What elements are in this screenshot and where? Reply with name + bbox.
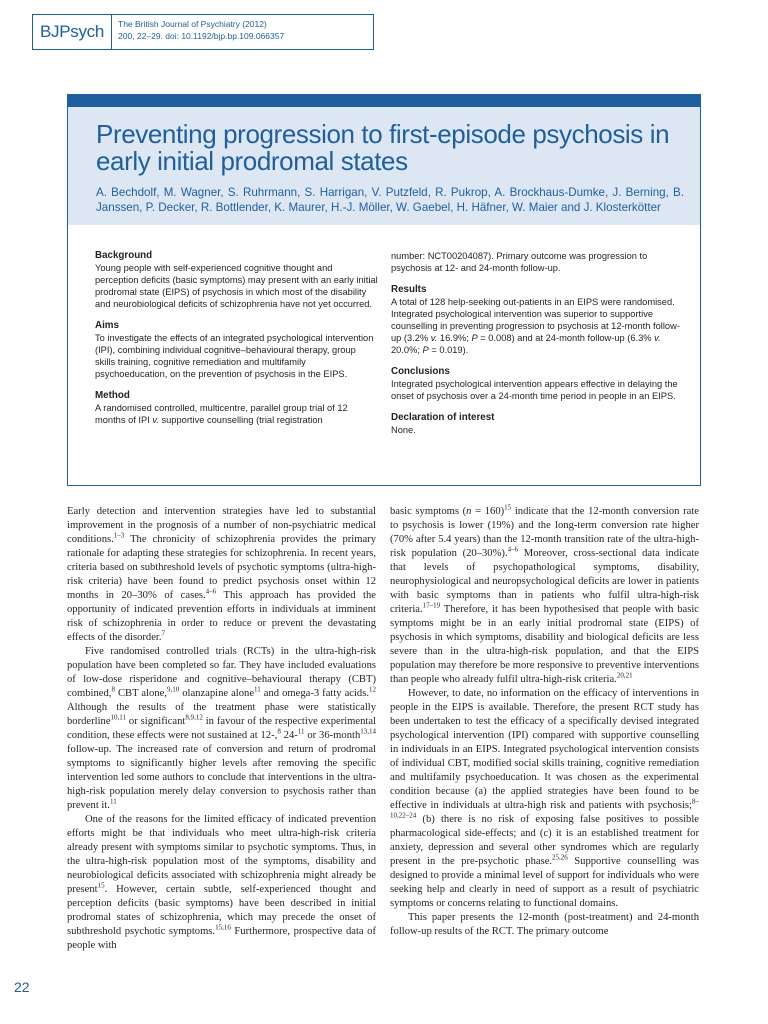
body-paragraph: However, to date, no information on the efficacy of interventions in people in the EIPS is available. Therefore, the present RCT study has been undertaken to test the efficacy of a specifically devised integrated psychological intervention (IPI) compared with supportive counselling in individuals in an EIPS. Integrated psychological intervention consists of individual CBT, modified social skills training, cognitive remediation and multifamily psychoeducation. It was chosen as the experimental condition because (a) the applied strategies have been found to be effective in individuals at ultra-high risk and patients with psychosis;$^{8-10,22-24}$ (b) there is no risk of exposing false positives to possible pharmacological side-effects; and (c) it is an established treatment for anxiety, depression and several other syndromes which are regularly present in the pre-psychotic phase.$^{25,26}$ Supportive counselling was designed to provide a minimal level of support for individuals who were seeking help and clearly in need of support as a result of psychiatric symptoms or concerns relating to functional domains. <box>390 688 699 909</box>
reference-superscript: 8 <box>111 685 115 694</box>
body-paragraph: basic symptoms (n = 160)$^{15}$ indicate that the 12-month conversion rate to psychosis is lower (19%) and the long-term conversion rate higher (70% after 5.4 years) than the 12-month transition rate of the ultra-high-risk population (20–30%).$^{4-6}$ Moreover, cross-sectional data indicate that levels of psychopathological symptoms, disability, neurophysiological and neuropsychological deficits are lower in patients with basic symptoms than in patients who fulfil ultra-high-risk criteria.$^{17-19}$ Therefore, it has been hypothesised that people with basic symptoms might be in an early initial prodromal state (EIPS) of psychosis in which symptoms, disability and biological deficits are less severe than in the ultra-high-risk population, and that the EIPS population may therefore be more responsive to preventive interventions than people who already fulfil ultra-high-risk criteria.$^{20,21}$ <box>390 503 699 685</box>
body-paragraph: One of the reasons for the limited efficacy of indicated prevention efforts might be that individuals who meet ultra-high-risk criteria already present with symptoms similar to psychotic symptoms. Thus, in the ultra-high-risk population most of the symptoms, disability and neurobiological deficits associated with schizophrenia might already be present$^{15}$. However, certain subtle, self-experienced thought and perception deficits (basic symptoms) have been described in initial prodromal states of schizophrenia, which may precede the onset of subthreshold psychotic symptoms.$^{15,16}$ Furthermore, prospective data of people with <box>67 814 377 951</box>
method-text-continued: number: NCT00204087). Primary outcome was progression to psychosis at 12- and 24-month follow-up. <box>391 251 648 273</box>
reference-superscript: 8,9,12 <box>185 713 203 722</box>
background-text: Young people with self-experienced cognitive thought and perception deficits (basic symptoms) may present with an early initial prodromal state (EIPS) of psychosis in which most of the disability and neurobiological deficits of schizophrenia have not yet occurred. <box>95 263 378 309</box>
reference-superscript: 8 <box>277 727 281 736</box>
abstract-column-right <box>391 250 681 446</box>
reference-superscript: 1–3 <box>113 531 125 540</box>
reference-superscript: 8–10,22–24 <box>390 797 699 820</box>
reference-superscript: 13,14 <box>360 727 376 736</box>
reference-superscript: 4–6 <box>205 587 217 596</box>
aims-text: To investigate the effects of an integrated psychological intervention (IPI), combining individual cognitive–behavioural therapy, group skills training, cognitive remediation and multifamily psychoeducation, on the prevention of psychosis in the EIPS. <box>95 333 374 379</box>
title-top-band <box>68 95 700 107</box>
body-column-left <box>67 505 376 953</box>
reference-superscript: 25,26 <box>552 853 568 862</box>
reference-superscript: 4–6 <box>507 545 519 554</box>
reference-superscript: 11 <box>297 727 305 736</box>
reference-superscript: 15,16 <box>215 923 231 932</box>
body-paragraph: Early detection and intervention strategies have led to substantial improvement in the prognosis of a number of non-psychiatric medical conditions.$^{1-3}$ The chronicity of schizophrenia provides the primary rationale for adapting these strategies for schizophrenia. In recent years, criteria based on subthreshold levels of psychotic symptoms (ultra-high-risk criteria) have been found to predict psychosis onset within 12 months in 20–30% of cases.$^{4-6}$ This approach has provided the opportunity of indicated prevention efforts in individuals at imminent risk of schizophrenia in order to reduce or prevent the devastating effects of the disorder.$^7$ <box>67 506 376 643</box>
citation-doi[interactable]: 200, 22–29. doi: 10.1192/bjp.bp.109.066357 <box>118 31 285 41</box>
conclusions-text: Integrated psychological intervention appears effective in delaying the onset of psychosis over a 24-month time period in people in an EIPS. <box>391 379 678 401</box>
reference-superscript: 10,11 <box>110 713 127 722</box>
reference-superscript: 15 <box>97 881 105 890</box>
citation <box>112 15 284 49</box>
conclusions-heading: Conclusions <box>391 366 450 377</box>
declaration-heading: Declaration of interest <box>391 412 495 423</box>
citation-line1: The British Journal of Psychiatry (2012) <box>118 19 267 29</box>
reference-superscript: 11 <box>109 797 117 806</box>
aims-heading: Aims <box>95 320 119 331</box>
reference-superscript: 11 <box>254 685 261 694</box>
results-text: A total of 128 help-seeking out-patients in an EIPS were randomised. Integrated psychological intervention was superior to supportive counselling in preventing progression to psychosis at 12-month follow-up (3.2% v. 16.9%; P = 0.008) and at 24-month follow-up (6.3% v. 20.0%; P = 0.019). <box>391 297 680 355</box>
author-list: A. Bechdolf, M. Wagner, S. Ruhrmann, S. Harrigan, V. Putzfeld, R. Pukrop, A. Brockhaus-Dumke, J. Berning, B. Janssen, P. Decker, R. Bottlender, K. Maurer, H.-J. Möller, W. Gaebel, H. Häfner, W. Maier and J. Klosterkötter <box>96 186 684 214</box>
method-heading: Method <box>95 390 130 401</box>
body-column-right <box>390 505 699 939</box>
method-text: A randomised controlled, multicentre, parallel group trial of 12 months of IPI v. supportive counselling (trial registration <box>95 403 348 425</box>
reference-superscript: 20,21 <box>616 671 633 680</box>
article-header-box <box>67 94 701 486</box>
reference-superscript: 15 <box>504 503 512 512</box>
reference-superscript: 17–19 <box>422 601 441 610</box>
declaration-text: None. <box>391 425 416 435</box>
journal-logo: BJPsych <box>33 15 112 49</box>
body-paragraph: This paper presents the 12-month (post-treatment) and 24-month follow-up results of the RCT. The primary outcome <box>390 912 699 937</box>
reference-superscript: 12 <box>369 685 376 694</box>
body-paragraph: Five randomised controlled trials (RCTs) in the ultra-high-risk population have been completed so far. They have included evaluations of low-dose risperidone and cognitive–behavioural therapy (CBT) combined,$^8$ CBT alone,$^{9,10}$ olanzapine alone$^{11}$ and omega-3 fatty acids.$^{12}$ Although the results of the treatment phase were statistically borderline$^{10,11}$ or significant$^{8,9,12}$ in favour of the respective experimental condition, these effects were not sustained at 12-,$^8$ 24-$^{11}$ or 36-month$^{13,14}$ follow-up. The increased rate of conversion and return of prodromal symptoms to significantly higher levels after removing the specific intervention led some authors to conclude that interventions in the ultra-high-risk population merely delay conversion to psychosis rather than prevent it.$^{11}$ <box>67 646 376 811</box>
abstract-column-left <box>95 250 378 436</box>
title-area <box>68 107 700 225</box>
results-heading: Results <box>391 284 427 295</box>
reference-superscript: 9,10 <box>166 685 180 694</box>
reference-superscript: 7 <box>161 629 166 638</box>
background-heading: Background <box>95 250 153 261</box>
journal-header <box>32 14 374 50</box>
page-number: 22 <box>14 979 30 995</box>
article-title: Preventing progression to first-episode psychosis in early initial prodromal states <box>96 119 670 176</box>
